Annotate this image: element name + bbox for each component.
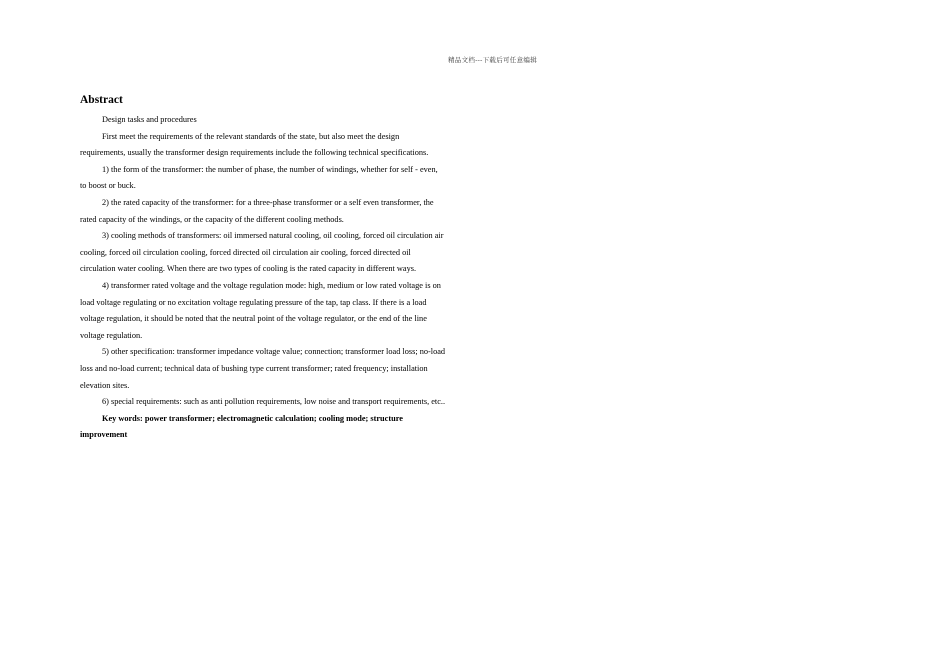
- paragraph-line: 3) cooling methods of transformers: oil immersed natural cooling, oil cooling, forced oil circulation air: [102, 231, 444, 241]
- paragraph-line: loss and no-load current; technical data of bushing type current transformer; rated frequency; installation: [80, 363, 428, 373]
- paragraph-line: 6) special requirements: such as anti pollution requirements, low noise and transport requirements, etc..: [102, 397, 446, 407]
- paragraph-line: voltage regulation, it should be noted that the neutral point of the voltage regulator, or the end of the line: [80, 314, 427, 324]
- paragraph-line: elevation sites.: [80, 380, 130, 390]
- page-header: 精品文档---下载后可任意编辑: [448, 57, 537, 64]
- keywords-line: improvement: [80, 430, 128, 440]
- paragraph-line: First meet the requirements of the relevant standards of the state, but also meet the design: [102, 131, 400, 141]
- paragraph-line: 4) transformer rated voltage and the voltage regulation mode: high, medium or low rated voltage is on: [102, 280, 441, 290]
- paragraph-line: 5) other specification: transformer impedance voltage value; connection; transformer load loss; no-load: [102, 347, 446, 357]
- paragraph-line: load voltage regulating or no excitation voltage regulating pressure of the tap, tap class. If there is a load: [80, 297, 427, 307]
- paragraph-item-2: [80, 195, 480, 228]
- document-body: [80, 92, 480, 444]
- paragraph-line: 2) the rated capacity of the transformer: for a three-phase transformer or a self even transformer, the: [102, 197, 434, 207]
- paragraph-line: cooling, forced oil circulation cooling, forced directed oil circulation air cooling, forced directed oil: [80, 247, 411, 257]
- paragraph-item-1: [80, 162, 480, 195]
- paragraph-line: Design tasks and procedures: [102, 115, 197, 124]
- paragraph-design-tasks: [80, 112, 480, 129]
- paragraph-line: voltage regulation.: [80, 330, 143, 340]
- keywords-line: Key words: power transformer; electromagnetic calculation; cooling mode; structure: [102, 413, 403, 423]
- paragraph-item-3: [80, 228, 480, 278]
- paragraph-line: circulation water cooling. When there are two types of cooling is the rated capacity in different ways.: [80, 264, 417, 274]
- keywords: [80, 411, 480, 444]
- paragraph-line: 1) the form of the transformer: the number of phase, the number of windings, whether for self - even,: [102, 164, 438, 174]
- paragraph-line: requirements, usually the transformer design requirements include the following technical specifications.: [80, 148, 429, 158]
- abstract-title: Abstract: [80, 94, 123, 106]
- paragraph-item-4: [80, 278, 480, 344]
- paragraph-line: rated capacity of the windings, or the capacity of the different cooling methods.: [80, 214, 344, 224]
- paragraph-line: to boost or buck.: [80, 181, 136, 191]
- paragraph-item-5: [80, 344, 480, 394]
- paragraph-intro: [80, 129, 480, 162]
- paragraph-item-6: [80, 394, 480, 411]
